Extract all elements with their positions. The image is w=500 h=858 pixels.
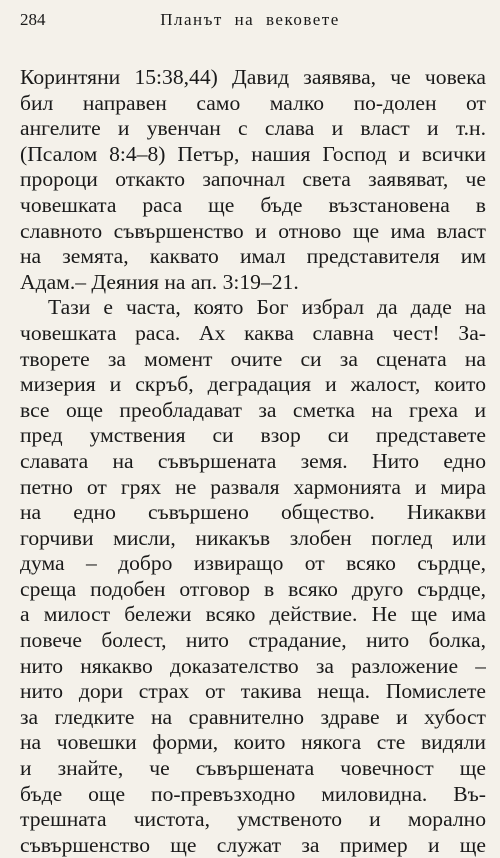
text-line: на едно съвършено общество. Никакви	[20, 500, 486, 525]
text-line: на земята, каквато имал представителя им	[20, 244, 486, 269]
text-line: мизерия и скръб, деградация и жалост, които	[20, 372, 486, 397]
text-line: съвършенство ще служат за пример и ще	[20, 832, 486, 857]
text-line: ангелите и увенчан с слава и власт и т.н.	[20, 116, 486, 141]
text-line: бил направен само малко по-долен от	[20, 90, 486, 115]
text-line: Коринтяни 15:38,44) Давид заявява, че човека	[20, 65, 486, 89]
book-title: Планът на вековете	[160, 10, 340, 29]
text-line: горчиви мисли, никакъв злобен поглед или	[20, 525, 486, 550]
text-line: все още преобладават за сметка на греха и	[20, 397, 486, 422]
body-text	[20, 65, 486, 858]
running-head	[20, 6, 480, 32]
text-line: пророци откакто започнал света заявяват, че	[20, 167, 486, 192]
text-line: трешната чистота, умственото и морално	[20, 807, 486, 832]
text-line: дума – добро извиращо от всяко сърдце,	[20, 551, 486, 576]
text-line: творете за момент очите си за сцената на	[20, 346, 486, 371]
page-number: 284	[20, 10, 46, 29]
text-line: човешката раса. Ах каква славна чест! За-	[20, 320, 486, 345]
text-line: петно от грях не разваля хармонията и мира	[20, 474, 486, 499]
text-line: Адам.– Деяния на ап. 3:19–21.	[20, 269, 299, 294]
text-line: за гледките на сравнително здраве и хубост	[20, 704, 486, 729]
text-line: на човешки форми, които някога сте видяли	[20, 730, 486, 755]
text-line: нито дори страх от такива неща. Помислете	[20, 679, 486, 704]
text-line: славата на съвършената земя. Нито едно	[20, 448, 486, 473]
text-line: нито някакво доказателство за разложение –	[20, 653, 486, 678]
text-line: и знайте, че съвършената човечност ще	[20, 756, 486, 781]
text-line: човешката раса ще бъде възстановена в	[20, 192, 486, 217]
text-line: повече болест, нито страдание, нито болка,	[20, 628, 486, 653]
text-line: славното съвършенство и отново ще има власт	[20, 218, 486, 243]
text-line: (Псалом 8:4–8) Петър, нашия Господ и всички	[20, 141, 486, 166]
text-line: Тази е часта, която Бог избрал да даде на	[48, 295, 486, 320]
text-line: а милост бележи всяко действие. Не ще има	[20, 602, 486, 627]
text-line: бъде още по-превъзходно миловидна. Въ-	[20, 781, 486, 806]
text-line: пред умствения си взор си представете	[20, 423, 486, 448]
text-line: среща подобен отговор в всяко друго сърдце,	[20, 576, 486, 601]
